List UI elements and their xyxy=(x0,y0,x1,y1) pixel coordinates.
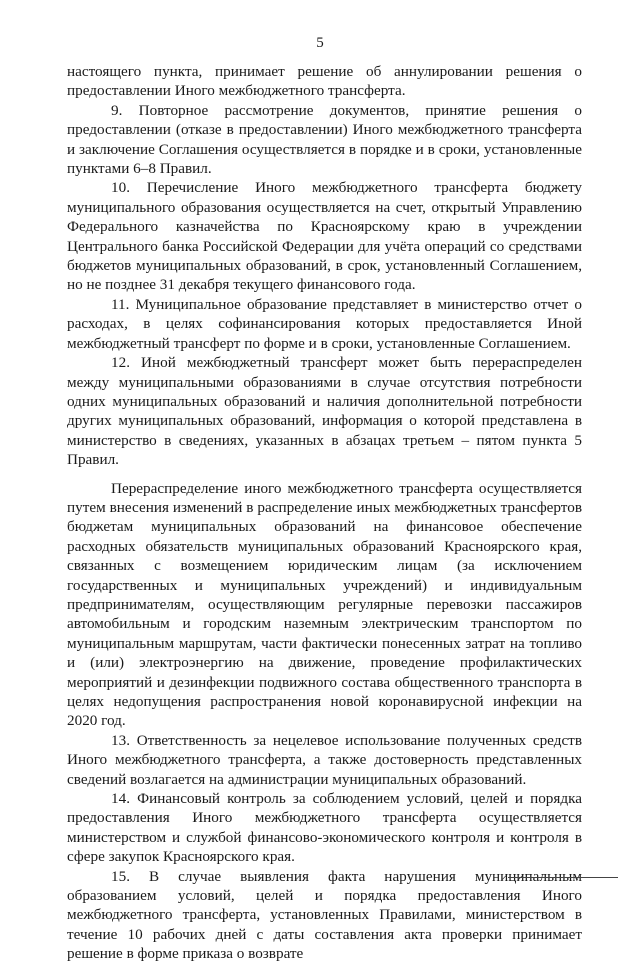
paragraph: 13. Ответственность за нецелевое использование полученных средств Иного межбюджетного трансферта, а также достоверность представленных сведений возлагается на администрации муниципальных образований. xyxy=(67,731,582,788)
paragraph: настоящего пункта, принимает решение об аннулировании решения о предоставлении Иного межбюджетного трансферта. xyxy=(67,63,582,100)
paragraph: 9. Повторное рассмотрение документов, принятие решения о предоставлении (отказе в предоставлении) Иного межбюджетного трансферта и заключение Соглашения осуществляется в порядке и в сроки, установленные пунктами 6–8 Правил. xyxy=(67,101,582,178)
paragraph: 10. Перечисление Иного межбюджетного трансферта бюджету муниципального образования осуществляется на счет, открытый Управлению Федерального казначейства по Красноярскому краю в учреждении Центрального банка Российской Федерации для учёта операций со средствами бюджетов муниципальных образований, в срок, установленный Соглашением, но не позднее 31 декабря текущего финансового года. xyxy=(67,179,582,294)
page-number: 5 xyxy=(316,35,324,51)
paragraph: Перераспределение иного межбюджетного трансферта осуществляется путем внесения изменений в распределение иных межбюджетных трансфертов бюджетам муниципальных образований на финансовое обеспечение расходных обязательств муниципальных образований Красноярского края, связанных с возмещением юридическим лицам (за исключением государственных и муниципальных учреждений) и индивидуальным предпринимателям, осуществляющим регулярные перевозки пассажиров автомобильным и городским наземным электрическим транспортом по муниципальным маршрутам, части фактически понесенных затрат на топливо и (или) электроэнергию на движение, проведение профилактических мероприятий и дезинфекции подвижного состава общественного транспорта в целях недопущения распространения новой коронавирусной инфекции на 2020 год. xyxy=(67,479,582,730)
paragraph: 12. Иной межбюджетный трансферт может быть перераспределен между муниципальными образованиями в случае отсутствия потребности одних муниципальных образований и наличия дополнительной потребности других муниципальных образований, информация о которой представлена в министерство в сведениях, указанных в абзацах третьем – пятом пункта 5 Правил. xyxy=(67,354,582,469)
paragraph: 15. В случае выявления факта нарушения муниципальным образованием условий, целей и порядка предоставления Иного межбюджетного трансферта, установленных Правилами, министерством в течение 10 рабочих дней с даты составления акта проверки принимает решение в форме приказа о возврате xyxy=(67,867,582,963)
document-body xyxy=(67,62,582,964)
paragraph: 11. Муниципальное образование представляет в министерство отчет о расходах, в целях софинансирования которых предоставляется Иной межбюджетный трансферт по форме и в сроки, установленные Соглашением. xyxy=(67,295,582,352)
footer-divider xyxy=(508,877,618,878)
paragraph: 14. Финансовый контроль за соблюдением условий, целей и порядка предоставления Иного межбюджетного трансферта осуществляется министерством и службой финансово-экономического контроля и контроля в сфере закупок Красноярского края. xyxy=(67,790,582,866)
